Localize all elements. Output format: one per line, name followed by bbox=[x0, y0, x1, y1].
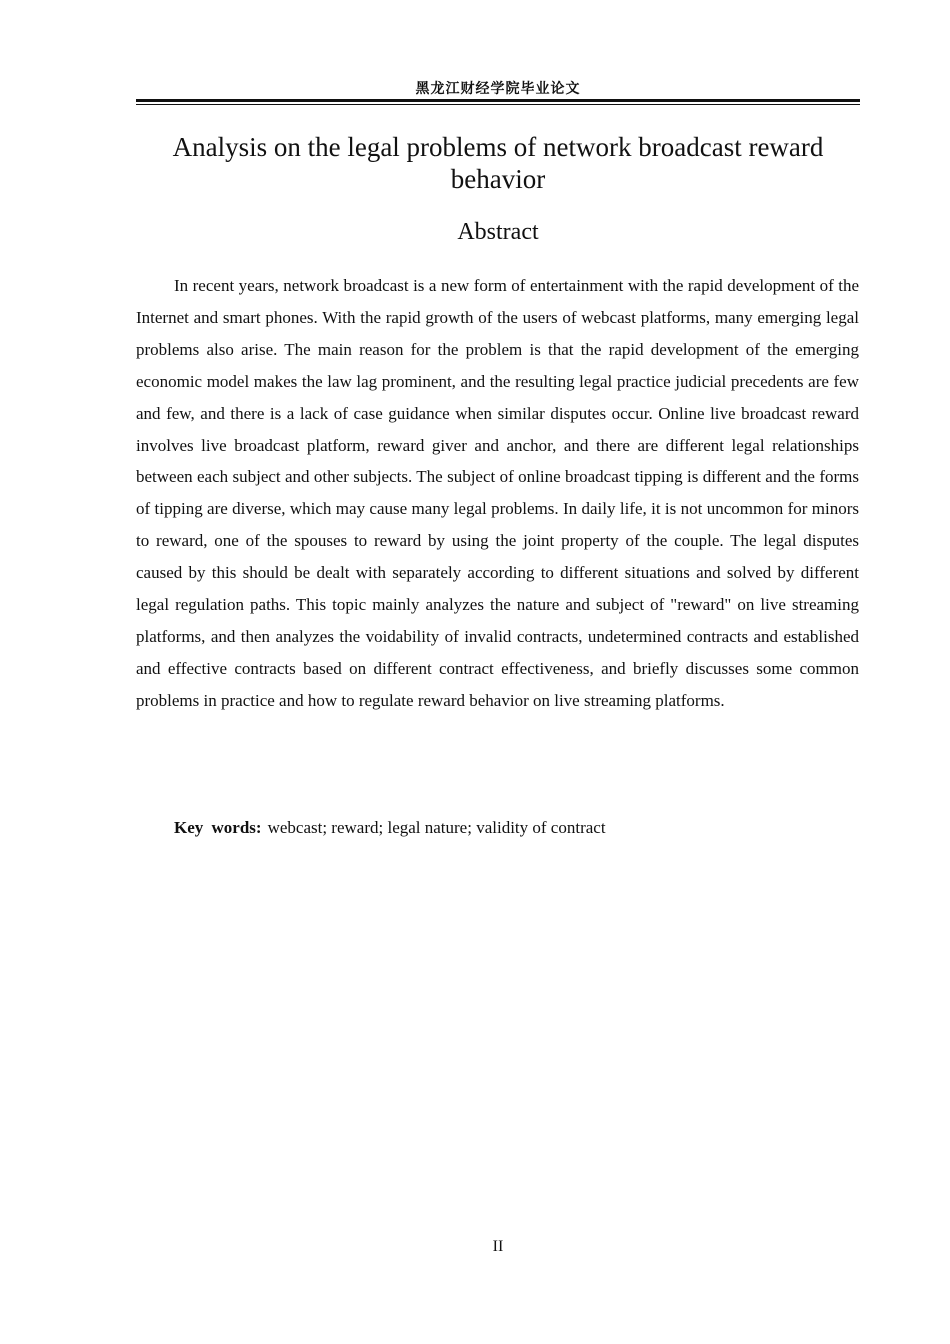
keywords-line bbox=[136, 812, 859, 844]
header-rule-thick bbox=[136, 99, 860, 102]
thesis-title: Analysis on the legal problems of network broadcast reward behavior bbox=[172, 132, 824, 194]
header-rule-thin bbox=[136, 104, 860, 105]
running-header: 黑龙江财经学院毕业论文 bbox=[415, 81, 581, 97]
keywords-values: webcast; reward; legal nature; validity of contract bbox=[267, 818, 606, 837]
abstract-paragraph: In recent years, network broadcast is a new form of entertainment with the rapid development of the Internet and smart phones. With the rapid growth of the users of webcast platforms, many emerging legal problems also arise. The main reason for the problem is that the rapid development of the emerging economic model makes the law lag prominent, and the resulting legal practice judicial precedents are few and few, and there is a lack of case guidance when similar disputes occur. Online live broadcast reward involves live broadcast platform, reward giver and anchor, and there are different legal relationships between each subject and other subjects. The subject of online broadcast tipping is different and the forms of tipping are diverse, which may cause many legal problems. In daily life, it is not uncommon for minors to reward, one of the spouses to reward by using the joint property of the couple. The legal disputes caused by this should be dealt with separately according to different situations and solved by different legal regulation paths. This topic mainly analyzes the nature and subject of "reward" on live streaming platforms, and then analyzes the voidability of invalid contracts, undetermined contracts and established and effective contracts based on different contract effectiveness, and briefly discusses some common problems in practice and how to regulate reward behavior on live streaming platforms. bbox=[136, 276, 859, 710]
abstract-heading: Abstract bbox=[457, 219, 539, 245]
page-number: II bbox=[492, 1238, 504, 1255]
keywords-label: Key words: bbox=[174, 818, 262, 837]
